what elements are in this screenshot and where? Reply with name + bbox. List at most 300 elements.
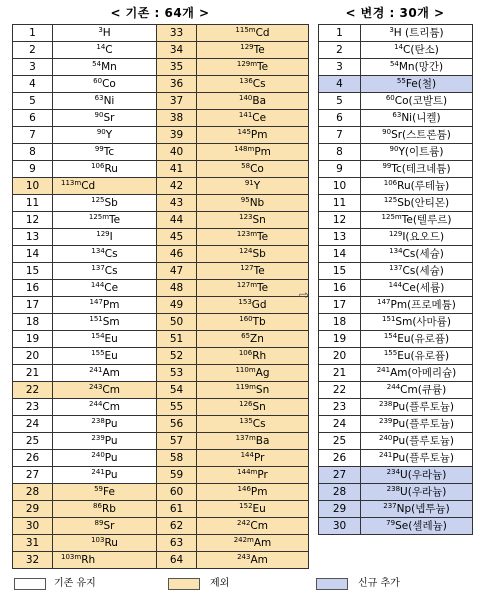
nuclide-cell bbox=[53, 229, 157, 246]
table-row bbox=[13, 416, 309, 433]
legend-swatch-added bbox=[316, 578, 348, 590]
nuclide-cell bbox=[197, 93, 309, 110]
row-number: 13 bbox=[319, 229, 361, 246]
row-number: 27 bbox=[319, 467, 361, 484]
mass-number: 103 bbox=[91, 535, 105, 544]
element-symbol: Sn bbox=[252, 213, 266, 226]
row-number: 41 bbox=[157, 161, 197, 178]
element-symbol: Eu bbox=[104, 332, 118, 345]
element-symbol: Sm bbox=[102, 315, 120, 328]
element-symbol: Co bbox=[102, 77, 116, 90]
element-symbol: Co(코발트) bbox=[394, 94, 448, 107]
row-number: 12 bbox=[13, 212, 53, 229]
nuclide-cell bbox=[361, 76, 473, 93]
row-number: 22 bbox=[319, 382, 361, 399]
table-row bbox=[13, 433, 309, 450]
table-row bbox=[13, 42, 309, 59]
nuclide-cell bbox=[53, 127, 157, 144]
element-symbol: Fe(철) bbox=[405, 77, 437, 90]
table-row bbox=[13, 263, 309, 280]
mass-number: 241 bbox=[91, 467, 105, 476]
mass-number: 86 bbox=[93, 501, 102, 510]
table-row bbox=[13, 229, 309, 246]
nuclide-cell bbox=[197, 229, 309, 246]
mass-number: 129 bbox=[388, 229, 403, 238]
table-row bbox=[319, 212, 473, 229]
nuclide-cell bbox=[53, 59, 157, 76]
row-number: 24 bbox=[319, 416, 361, 433]
table-row bbox=[319, 382, 473, 399]
table-row bbox=[13, 484, 309, 501]
table-row bbox=[13, 161, 309, 178]
mass-number: 126 bbox=[239, 399, 253, 408]
mass-number: 3 bbox=[98, 25, 103, 34]
nuclide-cell bbox=[53, 280, 157, 297]
element-symbol: Mn(망간) bbox=[398, 60, 444, 73]
row-number: 37 bbox=[157, 93, 197, 110]
element-symbol: H (트리튬) bbox=[393, 26, 444, 39]
element-symbol: Am(아메리슘) bbox=[390, 366, 457, 379]
nuclide-cell bbox=[53, 212, 157, 229]
row-number: 1 bbox=[319, 25, 361, 42]
element-symbol: Ru bbox=[104, 536, 118, 549]
table-row bbox=[319, 416, 473, 433]
table-row bbox=[319, 450, 473, 467]
nuclide-cell bbox=[197, 365, 309, 382]
nuclide-cell bbox=[361, 25, 473, 42]
nuclide-cell bbox=[197, 263, 309, 280]
element-symbol: Sn bbox=[255, 383, 270, 396]
table-row bbox=[13, 212, 309, 229]
mass-number: 54 bbox=[389, 59, 399, 68]
nuclide-cell bbox=[53, 110, 157, 127]
element-symbol: Gd bbox=[251, 298, 267, 311]
nuclide-cell bbox=[361, 382, 473, 399]
element-symbol: Te bbox=[253, 43, 265, 56]
nuclide-cell bbox=[361, 110, 473, 127]
table-row bbox=[319, 280, 473, 297]
row-number: 50 bbox=[157, 314, 197, 331]
table-row bbox=[13, 144, 309, 161]
element-symbol: Cm bbox=[250, 519, 268, 532]
element-symbol: Ru(루테늄) bbox=[397, 179, 450, 192]
existing-list-title: < 기존 : 64개 > bbox=[110, 6, 210, 20]
element-symbol: Sr bbox=[103, 111, 115, 124]
mass-number: 144 bbox=[90, 280, 105, 289]
row-number: 4 bbox=[319, 76, 361, 93]
mass-number: 240 bbox=[91, 450, 105, 459]
legend-label-excluded: 제외 bbox=[210, 578, 230, 589]
element-symbol: Cs bbox=[252, 77, 266, 90]
element-symbol: Pm bbox=[254, 145, 271, 158]
nuclide-cell bbox=[361, 365, 473, 382]
nuclide-cell bbox=[197, 25, 309, 42]
mass-number: 119m bbox=[235, 382, 256, 391]
nuclide-cell bbox=[361, 416, 473, 433]
row-number: 61 bbox=[157, 501, 197, 518]
nuclide-cell bbox=[53, 178, 157, 195]
element-symbol: Cd bbox=[255, 26, 270, 39]
table-row bbox=[13, 552, 309, 569]
table-row bbox=[319, 42, 473, 59]
row-number: 35 bbox=[157, 59, 197, 76]
table-row bbox=[13, 246, 309, 263]
table-row bbox=[319, 399, 473, 416]
element-symbol: Sr bbox=[103, 519, 115, 532]
mass-number: 106 bbox=[238, 348, 253, 357]
existing-nuclides-table bbox=[12, 24, 309, 569]
mass-number: 115m bbox=[235, 25, 256, 34]
mass-number: 243 bbox=[237, 552, 251, 561]
row-number: 64 bbox=[157, 552, 197, 569]
mass-number: 154 bbox=[91, 331, 105, 340]
table-row bbox=[13, 110, 309, 127]
row-number: 23 bbox=[319, 399, 361, 416]
mass-number: 110m bbox=[235, 365, 256, 374]
nuclide-cell bbox=[197, 195, 309, 212]
table-row bbox=[13, 399, 309, 416]
nuclide-cell bbox=[197, 501, 309, 518]
mass-number: 147 bbox=[377, 297, 391, 306]
mass-number: 63 bbox=[392, 110, 402, 119]
nuclide-cell bbox=[361, 42, 473, 59]
nuclide-cell bbox=[197, 450, 309, 467]
nuclide-cell bbox=[197, 280, 309, 297]
table-row bbox=[319, 144, 473, 161]
row-number: 20 bbox=[319, 348, 361, 365]
row-number: 12 bbox=[319, 212, 361, 229]
row-number: 7 bbox=[13, 127, 53, 144]
mass-number: 136 bbox=[239, 76, 253, 85]
nuclide-cell bbox=[197, 144, 309, 161]
nuclide-cell bbox=[197, 433, 309, 450]
nuclide-cell bbox=[53, 433, 157, 450]
element-symbol: Ru bbox=[104, 162, 118, 175]
mass-number: 90 bbox=[389, 144, 399, 153]
row-number: 15 bbox=[13, 263, 53, 280]
mass-number: 140 bbox=[238, 93, 253, 102]
table-row bbox=[319, 93, 473, 110]
element-symbol: Ce bbox=[252, 111, 267, 124]
element-symbol: Pu(플루토늄) bbox=[392, 417, 454, 430]
element-symbol: C(탄소) bbox=[403, 43, 439, 56]
mass-number: 239 bbox=[379, 416, 393, 425]
table-row bbox=[13, 76, 309, 93]
table-row bbox=[13, 467, 309, 484]
mass-number: 152 bbox=[239, 501, 253, 510]
mass-number: 141 bbox=[238, 110, 253, 119]
table-row bbox=[319, 331, 473, 348]
mass-number: 79 bbox=[386, 518, 396, 527]
element-symbol: Y(이트륨) bbox=[398, 145, 444, 158]
element-symbol: H bbox=[102, 26, 111, 39]
table-row bbox=[13, 195, 309, 212]
mass-number: 129 bbox=[240, 42, 254, 51]
mass-number: 124 bbox=[239, 246, 253, 255]
table-row bbox=[319, 195, 473, 212]
mass-number: 95 bbox=[240, 195, 250, 204]
nuclide-cell bbox=[53, 535, 157, 552]
mass-number: 238 bbox=[379, 399, 393, 408]
element-symbol: Cs bbox=[104, 264, 118, 277]
table-row bbox=[319, 161, 473, 178]
table-row bbox=[319, 467, 473, 484]
row-number: 25 bbox=[13, 433, 53, 450]
nuclide-cell bbox=[53, 314, 157, 331]
table-row bbox=[13, 518, 309, 535]
element-symbol: Rh bbox=[81, 553, 96, 566]
row-number: 8 bbox=[13, 144, 53, 161]
element-symbol: Fe bbox=[102, 485, 115, 498]
element-symbol: Am bbox=[253, 536, 272, 549]
nuclide-cell bbox=[53, 297, 157, 314]
mass-number: 3 bbox=[389, 25, 394, 34]
table-row bbox=[319, 178, 473, 195]
row-number: 17 bbox=[319, 297, 361, 314]
row-number: 30 bbox=[319, 518, 361, 535]
element-symbol: Pm bbox=[250, 128, 268, 141]
element-symbol: Ag bbox=[255, 366, 270, 379]
nuclide-cell bbox=[361, 331, 473, 348]
table-row bbox=[13, 535, 309, 552]
mass-number: 135 bbox=[239, 416, 253, 425]
mass-number: 134 bbox=[389, 246, 403, 255]
nuclide-cell bbox=[53, 93, 157, 110]
element-symbol: Tc bbox=[103, 145, 115, 158]
nuclide-cell bbox=[53, 450, 157, 467]
nuclide-cell bbox=[361, 467, 473, 484]
nuclide-cell bbox=[197, 399, 309, 416]
row-number: 56 bbox=[157, 416, 197, 433]
element-symbol: Am bbox=[102, 366, 120, 379]
row-number: 52 bbox=[157, 348, 197, 365]
mass-number: 234 bbox=[386, 467, 401, 476]
nuclide-cell bbox=[361, 399, 473, 416]
changed-list-title: < 변경 : 30개 > bbox=[345, 6, 445, 20]
row-number: 8 bbox=[319, 144, 361, 161]
element-symbol: Rh bbox=[252, 349, 267, 362]
row-number: 26 bbox=[13, 450, 53, 467]
element-symbol: Pr bbox=[257, 468, 268, 481]
nuclide-cell bbox=[361, 297, 473, 314]
element-symbol: Cs(세슘) bbox=[402, 247, 444, 260]
mass-number: 123 bbox=[239, 212, 253, 221]
nuclide-cell bbox=[361, 518, 473, 535]
element-symbol: Y bbox=[105, 128, 113, 141]
mass-number: 144 bbox=[388, 280, 403, 289]
element-symbol: Se(셀레늄) bbox=[395, 519, 447, 532]
element-symbol: Rb bbox=[101, 502, 116, 515]
mass-number: 238 bbox=[91, 416, 105, 425]
table-row bbox=[13, 365, 309, 382]
mass-number: 106 bbox=[91, 161, 105, 170]
nuclide-cell bbox=[53, 416, 157, 433]
row-number: 57 bbox=[157, 433, 197, 450]
element-symbol: Am bbox=[250, 553, 268, 566]
element-symbol: Sn bbox=[252, 400, 266, 413]
mass-number: 241 bbox=[89, 365, 103, 374]
row-number: 19 bbox=[13, 331, 53, 348]
row-number: 7 bbox=[319, 127, 361, 144]
mass-number: 91 bbox=[244, 178, 254, 187]
row-number: 10 bbox=[319, 178, 361, 195]
element-symbol: Te bbox=[253, 264, 265, 277]
nuclide-cell bbox=[197, 382, 309, 399]
nuclide-cell bbox=[53, 552, 157, 569]
element-symbol: U(우라늄) bbox=[400, 485, 447, 498]
element-symbol: Pu bbox=[104, 451, 118, 464]
mass-number: 146 bbox=[237, 484, 251, 493]
nuclide-cell bbox=[197, 110, 309, 127]
nuclide-cell bbox=[361, 212, 473, 229]
nuclide-cell bbox=[53, 382, 157, 399]
nuclide-cell bbox=[197, 314, 309, 331]
row-number: 5 bbox=[13, 93, 53, 110]
nuclide-cell bbox=[53, 365, 157, 382]
nuclide-cell bbox=[53, 467, 157, 484]
mass-number: 65 bbox=[241, 331, 251, 340]
mass-number: 242 bbox=[237, 518, 251, 527]
nuclide-cell bbox=[361, 246, 473, 263]
nuclide-cell bbox=[53, 518, 157, 535]
row-number: 30 bbox=[13, 518, 53, 535]
nuclide-cell bbox=[53, 484, 157, 501]
mass-number: 148m bbox=[234, 144, 255, 153]
nuclide-cell bbox=[197, 59, 309, 76]
element-symbol: Nb bbox=[249, 196, 265, 209]
row-number: 19 bbox=[319, 331, 361, 348]
element-symbol: Eu bbox=[252, 502, 266, 515]
row-number: 3 bbox=[13, 59, 53, 76]
mass-number: 60 bbox=[93, 76, 103, 85]
nuclide-cell bbox=[197, 42, 309, 59]
table-row bbox=[319, 229, 473, 246]
nuclide-cell bbox=[361, 348, 473, 365]
mass-number: 137m bbox=[235, 433, 256, 442]
table-row bbox=[13, 178, 309, 195]
row-number: 59 bbox=[157, 467, 197, 484]
nuclide-cell bbox=[361, 314, 473, 331]
element-symbol: Cm bbox=[102, 383, 120, 396]
mass-number: 244 bbox=[386, 382, 401, 391]
element-symbol: Cm bbox=[102, 400, 120, 413]
mass-number: 125m bbox=[88, 212, 110, 221]
nuclide-cell bbox=[197, 161, 309, 178]
mass-number: 145 bbox=[237, 127, 251, 136]
row-number: 4 bbox=[13, 76, 53, 93]
nuclide-cell bbox=[53, 144, 157, 161]
element-symbol: Te bbox=[257, 281, 269, 294]
element-symbol: Pm bbox=[250, 485, 268, 498]
mass-number: 55 bbox=[396, 76, 406, 85]
nuclide-cell bbox=[197, 76, 309, 93]
nuclide-cell bbox=[197, 518, 309, 535]
legend-label-added: 신규 추가 bbox=[358, 578, 400, 589]
element-symbol: Pu(플루토늄) bbox=[392, 451, 454, 464]
row-number: 43 bbox=[157, 195, 197, 212]
mass-number: 103m bbox=[61, 552, 82, 561]
mass-number: 63 bbox=[94, 93, 104, 102]
row-number: 34 bbox=[157, 42, 197, 59]
row-number: 13 bbox=[13, 229, 53, 246]
element-symbol: Sr(스트론튬) bbox=[391, 128, 451, 141]
element-symbol: Pr bbox=[253, 451, 265, 464]
row-number: 22 bbox=[13, 382, 53, 399]
element-symbol: Pu bbox=[104, 417, 118, 430]
legend-label-kept: 기존 유지 bbox=[54, 578, 96, 589]
nuclide-cell bbox=[361, 263, 473, 280]
table-row bbox=[13, 450, 309, 467]
table-row bbox=[319, 59, 473, 76]
mass-number: 58 bbox=[241, 161, 251, 170]
row-number: 49 bbox=[157, 297, 197, 314]
row-number: 36 bbox=[157, 76, 197, 93]
nuclide-cell bbox=[53, 348, 157, 365]
mass-number: 240 bbox=[379, 433, 393, 442]
mass-number: 99 bbox=[94, 144, 104, 153]
mass-number: 99 bbox=[382, 161, 392, 170]
element-symbol: Sb bbox=[252, 247, 266, 260]
row-number: 47 bbox=[157, 263, 197, 280]
mass-number: 241 bbox=[376, 365, 391, 374]
nuclide-cell bbox=[197, 484, 309, 501]
element-symbol: Np(넵투늄) bbox=[396, 502, 450, 515]
mass-number: 129 bbox=[96, 229, 110, 238]
mass-number: 144 bbox=[240, 450, 254, 459]
mass-number: 238 bbox=[386, 484, 401, 493]
table-row bbox=[319, 25, 473, 42]
row-number: 38 bbox=[157, 110, 197, 127]
element-symbol: Ba bbox=[252, 94, 266, 107]
nuclide-cell bbox=[197, 297, 309, 314]
mass-number: 151 bbox=[89, 314, 103, 323]
nuclide-cell bbox=[361, 144, 473, 161]
nuclide-cell bbox=[197, 416, 309, 433]
nuclide-cell bbox=[197, 331, 309, 348]
mass-number: 106 bbox=[383, 178, 398, 187]
mass-number: 125 bbox=[383, 195, 398, 204]
change-arrow-icon: ⇨ bbox=[299, 288, 310, 302]
table-row bbox=[13, 501, 309, 518]
mass-number: 90 bbox=[94, 110, 104, 119]
mass-number: 113m bbox=[61, 178, 82, 187]
table-row bbox=[13, 93, 309, 110]
element-symbol: Pu(플루토늄) bbox=[392, 400, 454, 413]
nuclide-cell bbox=[361, 59, 473, 76]
row-number: 42 bbox=[157, 178, 197, 195]
row-number: 2 bbox=[13, 42, 53, 59]
table-row bbox=[319, 263, 473, 280]
nuclide-cell bbox=[53, 42, 157, 59]
element-symbol: Eu(유로퓸) bbox=[397, 349, 450, 362]
nuclide-cell bbox=[53, 195, 157, 212]
row-number: 46 bbox=[157, 246, 197, 263]
row-number: 9 bbox=[319, 161, 361, 178]
row-number: 3 bbox=[319, 59, 361, 76]
element-symbol: Pu bbox=[104, 468, 118, 481]
element-symbol: Cm(큐륨) bbox=[400, 383, 447, 396]
table-row bbox=[319, 484, 473, 501]
element-symbol: Te bbox=[257, 60, 269, 73]
row-number: 18 bbox=[319, 314, 361, 331]
element-symbol: Mn bbox=[101, 60, 117, 73]
nuclide-cell bbox=[361, 280, 473, 297]
nuclide-cell bbox=[361, 433, 473, 450]
row-number: 10 bbox=[13, 178, 53, 195]
mass-number: 242m bbox=[233, 535, 254, 544]
nuclide-cell bbox=[197, 535, 309, 552]
element-symbol: Cd bbox=[81, 179, 96, 192]
